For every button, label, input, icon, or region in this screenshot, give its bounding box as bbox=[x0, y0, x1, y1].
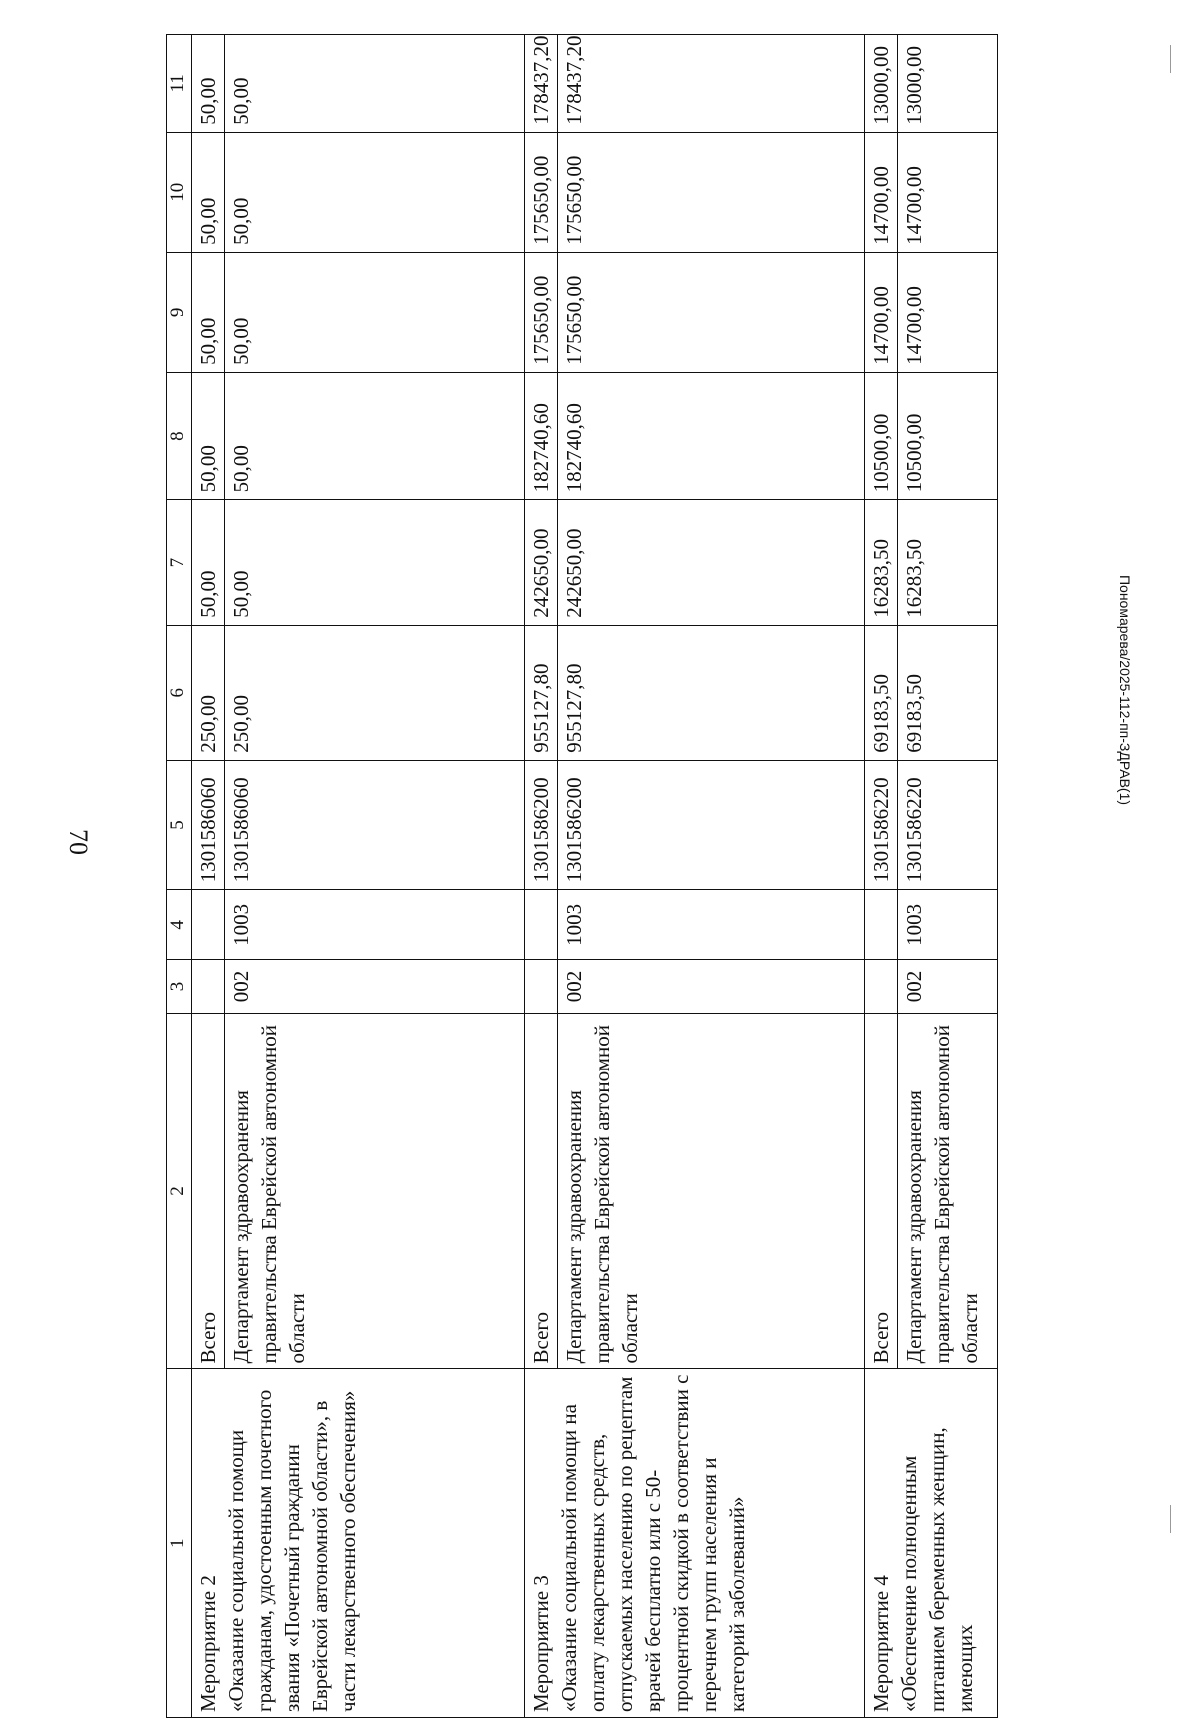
total-value-cell: 175650,00 bbox=[525, 132, 558, 252]
event-name-cell: Мероприятие 3 «Оказание социальной помощи на оплату лекарственных средств, отпускаемых населению по рецептам врачей бесплатно или с 50-процентной скидкой в соответствии с перечнем групп населения и категорий заболеваний» bbox=[525, 1369, 865, 1718]
executor-value-cell: 182740,60 bbox=[558, 372, 865, 500]
total-value-cell: 50,00 bbox=[192, 500, 225, 625]
table-row bbox=[865, 35, 898, 1718]
executor-value-cell: 242650,00 bbox=[558, 500, 865, 625]
table-row bbox=[192, 35, 225, 1718]
total-value-cell: 69183,50 bbox=[865, 625, 898, 760]
executor-value-cell: 50,00 bbox=[225, 35, 525, 133]
executor-value-cell: 14700,00 bbox=[898, 252, 998, 372]
total-label-cell: Всего bbox=[865, 1013, 898, 1369]
table-row bbox=[525, 35, 558, 1718]
page-number: 70 bbox=[64, 829, 93, 855]
total-value-cell bbox=[865, 960, 898, 1013]
total-label-cell: Всего bbox=[525, 1013, 558, 1369]
executor-value-cell: 1301586200 bbox=[558, 760, 865, 890]
executor-value-cell: 175650,00 bbox=[558, 252, 865, 372]
column-number: 5 bbox=[167, 760, 192, 890]
executor-value-cell: 50,00 bbox=[225, 500, 525, 625]
executor-value-cell: 1003 bbox=[225, 890, 525, 960]
document-code: Пономарева/2025-112-пп-ЗДРАВ(1) bbox=[1117, 574, 1133, 806]
total-value-cell bbox=[865, 890, 898, 960]
total-value-cell: 1301586060 bbox=[192, 760, 225, 890]
executor-value-cell: 10500,00 bbox=[898, 372, 998, 500]
edge-mark bbox=[1170, 1505, 1171, 1533]
executor-cell: Департамент здравоохранения правительства Еврейской автономной области bbox=[558, 1013, 865, 1369]
executor-value-cell: 175650,00 bbox=[558, 132, 865, 252]
total-value-cell bbox=[525, 890, 558, 960]
executor-value-cell: 69183,50 bbox=[898, 625, 998, 760]
total-value-cell: 13000,00 bbox=[865, 35, 898, 133]
executor-value-cell: 50,00 bbox=[225, 252, 525, 372]
executor-value-cell: 002 bbox=[558, 960, 865, 1013]
total-value-cell: 50,00 bbox=[192, 35, 225, 133]
executor-value-cell: 1003 bbox=[558, 890, 865, 960]
executor-value-cell: 16283,50 bbox=[898, 500, 998, 625]
total-value-cell: 14700,00 bbox=[865, 252, 898, 372]
total-value-cell: 50,00 bbox=[192, 132, 225, 252]
rotated-page-content bbox=[166, 34, 1098, 1718]
total-value-cell bbox=[192, 890, 225, 960]
total-value-cell: 50,00 bbox=[192, 252, 225, 372]
executor-value-cell: 002 bbox=[898, 960, 998, 1013]
column-number: 1 bbox=[167, 1369, 192, 1718]
executor-value-cell: 002 bbox=[225, 960, 525, 1013]
total-value-cell: 16283,50 bbox=[865, 500, 898, 625]
column-number: 7 bbox=[167, 500, 192, 625]
total-value-cell: 250,00 bbox=[192, 625, 225, 760]
executor-value-cell: 955127,80 bbox=[558, 625, 865, 760]
table-body bbox=[192, 35, 998, 1718]
executor-value-cell: 178437,20 bbox=[558, 35, 865, 133]
total-value-cell: 242650,00 bbox=[525, 500, 558, 625]
column-number: 11 bbox=[167, 35, 192, 133]
column-number-row bbox=[167, 35, 192, 1718]
event-name-cell: Мероприятие 2 «Оказание социальной помощи гражданам, удостоенным почетного звания «Почетный гражданин Еврейской автономной области», в части лекарственного обеспечения» bbox=[192, 1369, 525, 1718]
column-number: 8 bbox=[167, 372, 192, 500]
total-label-cell: Всего bbox=[192, 1013, 225, 1369]
total-value-cell: 1301586200 bbox=[525, 760, 558, 890]
total-value-cell: 50,00 bbox=[192, 372, 225, 500]
executor-cell: Департамент здравоохранения правительства Еврейской автономной области bbox=[225, 1013, 525, 1369]
event-name-cell: Мероприятие 4 «Обеспечение полноценным питанием беременных женщин, имеющих bbox=[865, 1369, 998, 1718]
executor-value-cell: 13000,00 bbox=[898, 35, 998, 133]
executor-value-cell: 1301586060 bbox=[225, 760, 525, 890]
executor-value-cell: 250,00 bbox=[225, 625, 525, 760]
executor-value-cell: 14700,00 bbox=[898, 132, 998, 252]
column-number: 10 bbox=[167, 132, 192, 252]
edge-mark bbox=[1170, 45, 1171, 73]
column-number: 4 bbox=[167, 890, 192, 960]
total-value-cell bbox=[525, 960, 558, 1013]
executor-value-cell: 50,00 bbox=[225, 372, 525, 500]
total-value-cell: 175650,00 bbox=[525, 252, 558, 372]
total-value-cell: 182740,60 bbox=[525, 372, 558, 500]
total-value-cell: 178437,20 bbox=[525, 35, 558, 133]
executor-value-cell: 1301586220 bbox=[898, 760, 998, 890]
budget-table bbox=[166, 34, 998, 1718]
column-number: 2 bbox=[167, 1013, 192, 1369]
total-value-cell: 14700,00 bbox=[865, 132, 898, 252]
total-value-cell: 10500,00 bbox=[865, 372, 898, 500]
total-value-cell: 955127,80 bbox=[525, 625, 558, 760]
executor-value-cell: 50,00 bbox=[225, 132, 525, 252]
executor-value-cell: 1003 bbox=[898, 890, 998, 960]
total-value-cell bbox=[192, 960, 225, 1013]
column-number: 9 bbox=[167, 252, 192, 372]
total-value-cell: 1301586220 bbox=[865, 760, 898, 890]
column-number: 6 bbox=[167, 625, 192, 760]
column-number: 3 bbox=[167, 960, 192, 1013]
executor-cell: Департамент здравоохранения правительства Еврейской автономной области bbox=[898, 1013, 998, 1369]
